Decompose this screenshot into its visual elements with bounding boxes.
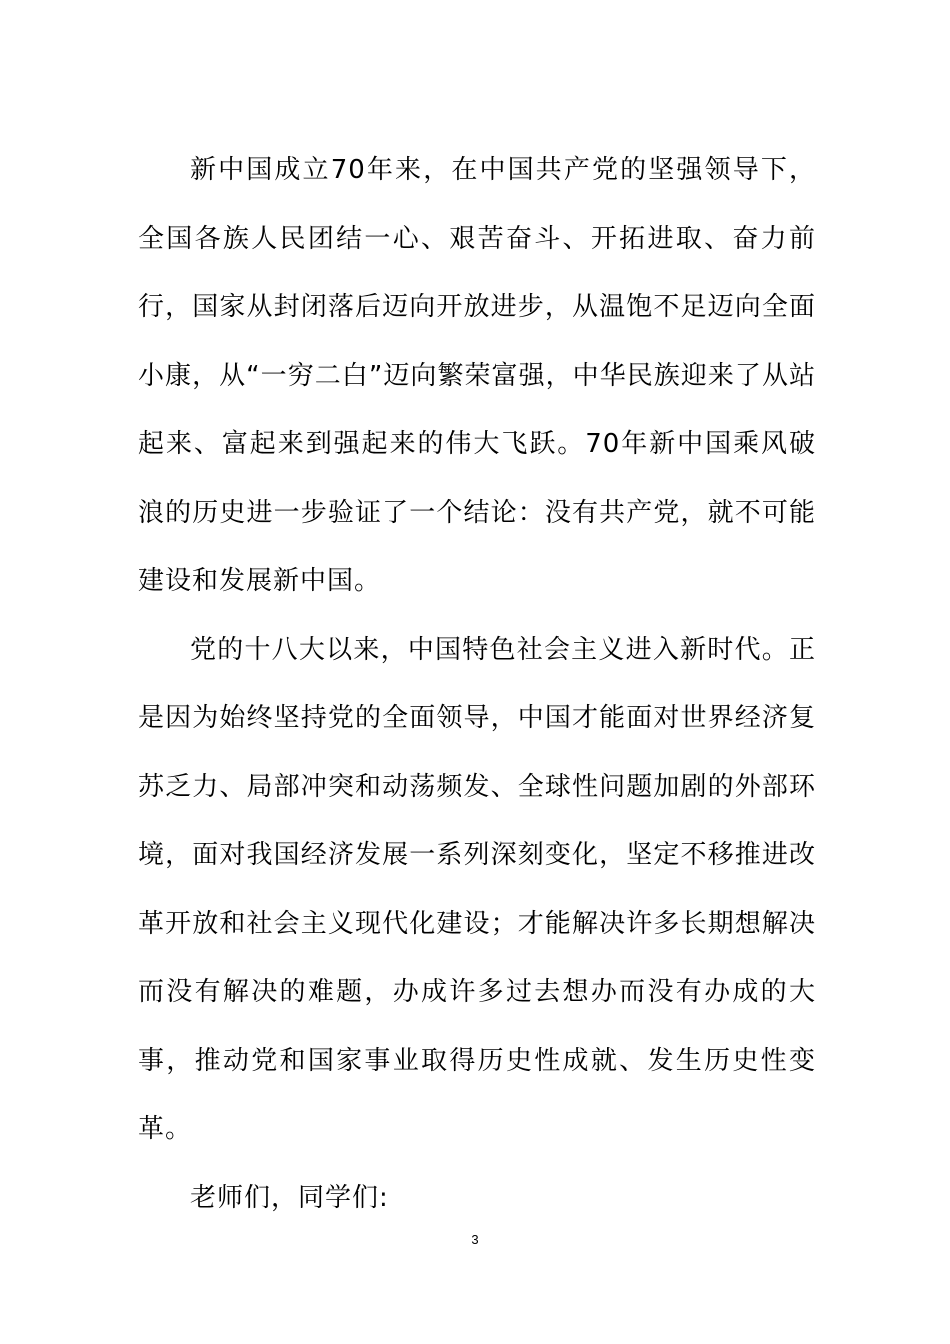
paragraph-2: 党的十八大以来，中国特色社会主义进入新时代。正是因为始终坚持党的全面领导，中国才能面对世界经济复苏乏力、局部冲突和动荡频发、全球性问题加剧的外部环境，面对我国经济发展一系列深刻变化，坚定不移推进改革开放和社会主义现代化建设；才能解决许多长期想解决而没有解决的难题，办成许多过去想办而没有办成的大事，推动党和国家事业取得历史性成就、发生历史性变革。	[138, 634, 816, 1144]
page-number: 3	[471, 1232, 479, 1247]
salutation: 老师们，同学们:	[190, 1182, 389, 1213]
document-body	[138, 136, 816, 1232]
paragraph-1: 新中国成立70年来，在中国共产党的坚强领导下，全国各族人民团结一心、艰苦奋斗、开拓进取、奋力前行，国家从封闭落后迈向开放进步，从温饱不足迈向全面小康，从“一穷二白”迈向繁荣富强，中华民族迎来了从站起来、富起来到强起来的伟大飞跃。70年新中国乘风破浪的历史进一步验证了一个结论：没有共产党，就不可能建设和发展新中国。	[138, 155, 816, 596]
